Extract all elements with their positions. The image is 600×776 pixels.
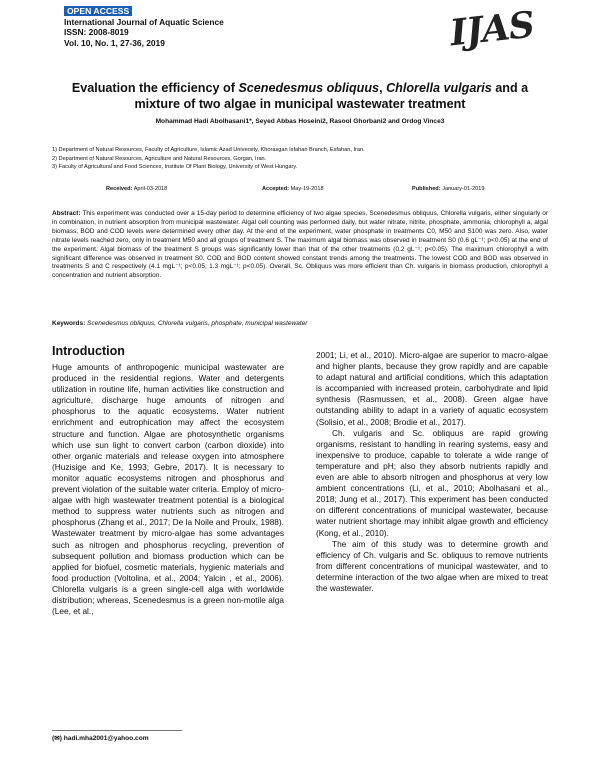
authors: Mohammad Hadi Abolhasani1*, Seyed Abbas Hoseini2, Rasool Ghorbani2 and Ordog Vince3 [155, 118, 445, 125]
keywords: Keywords: Scenedesmus obliquus, Chlorella vulgaris, phosphate, municipal wastewater [52, 320, 308, 327]
corresponding-email[interactable]: (✉) hadi.mha2001@yahoo.com [52, 735, 149, 742]
accepted-date: Accepted: May-19-2018 [262, 186, 324, 192]
column-left [52, 362, 284, 617]
affiliation: 2) Department of Natural Resources, Agriculture and Natural Resources, Gorgan, Iran. [52, 155, 267, 162]
journal-header [64, 6, 224, 48]
abstract: Abstract: This experiment was conducted over a 15-day period to determine efficiency of two algae species, Scenedesmus obliquus, Chlorella vulgaris, either singularly or in combination, in nutrient absorption from municipal wastewater. Algal cell counting was performed daily, but water nitrate, nitrite, phosphate, ammonia, chlorophyll a, algal biomass, BOD and COD levels were determined every other day. At the end of the experiment, water phosphate in treatments C0, M50 and S100 was zero. Also, water nitrate levels reached zero, only in treatment M50 and all groups of treatment S. The maximum algal biomass was observed in treatment S0 (0.6 gL⁻¹; p<0.05) at the end of the experiment. Algal biomass of the treatment S groups was significantly lower than that of the other treatments (0.2 gL⁻¹; p<0.05). The maximum chlorophyll a with significant difference was observed in treatment S0. COD and BOD content showed constant trends among the treatments. The lowest COD and BOD was observed in treatments S and C respectively (4.1 mgL⁻¹; p<0.05; 1.3 mgL⁻¹; p<0.05). Overall, Sc. Obliquus was more efficient than Ch. vulgaris in biomass production, chlorophyll a concentration and nutrient absorption. [52, 210, 548, 280]
column-right [316, 350, 548, 594]
journal-name: International Journal of Aquatic Science [64, 16, 224, 27]
footer [52, 730, 182, 742]
footer-rule [52, 730, 182, 731]
volume-info: Vol. 10, No. 1, 27-36, 2019 [64, 37, 165, 48]
paragraph: 2001; Li, et al., 2010). Micro-algae are superior to macro-algae and higher plants, because they grow rapidly and are capable to adapt natural and artificial conditions, which this adaptation is accompanied with increased protein, carbohydrate and lipid synthesis (Rasmussen, et al., 2008). Green algae have outstanding ability to adapt in a variety of aquatic ecosystem (Solisio, et al., 2008; Brodie et al., 2017). [316, 350, 548, 427]
affiliations [52, 146, 552, 172]
published-date: Published: January-01-2019 [412, 186, 485, 192]
journal-logo: IJAS [448, 3, 536, 55]
open-access-badge: OPEN ACCESS [64, 6, 132, 16]
paragraph: The aim of this study was to determine growth and efficiency of Ch. vulgaris and Sc. obliquus to remove nutrients from different concentrations of municipal wastewater, and to determine interaction of the two algae when are mixed to treat the wastewater. [316, 538, 548, 593]
affiliation: 1) Department of Natural Resources, Faculty of Agriculture, Islamic Azad University, Khorasgan Isfahan Branch, Esfahan, Iran. [52, 147, 365, 153]
affiliation: 3) Faculty of Agricultural and Food Sciences, Institute Of Plant Biology, University of West Hungary. [52, 164, 298, 171]
section-heading-introduction: Introduction [52, 344, 125, 358]
issn: ISSN: 2008-8019 [64, 27, 129, 38]
paragraph: Huge amounts of anthropogenic municipal wastewater are produced in the residential regions. Water and detergents utilization in routine life, human activities like construction and agriculture, discharge huge amounts of nitrogen and phosphorus to the aquatic ecosystems. Water nutrient enrichment and eutrophication may affect the ecosystem structure and function. Algae are photosynthetic organisms which use sun light to convert carbon (carbon dioxide) into other organic materials and release oxygen into atmosphere (Huzisige and Ke, 1993; Gebre, 2017). It is necessary to monitor aquatic ecosystems nitrogen and phosphorus and prevent violation of the suitable water criteria. Employ of micro-algae with high wastewater treatment potential is a biological method to suppress water nutrients such as nitrogen and phosphorus (Zhang et al., 2017; De la Noile and Proulx, 1988). Wastewater treatment by micro-algae has some advantages such as nitrogen and phosphorus recycling, prevention of subsequent pollution and biomass production which can be applied for biofuel, cosmetic materials, hygienic materials and food production (Voltolina, et al., 2004; Yalcin , et al., 2006). Chlorella vulgaris is a green single-cell alga with worldwide distribution; whereas, Scenedesmus is a green non-motile alga (Lee, et al., [52, 362, 284, 617]
received-date: Received: April-03-2018 [106, 186, 168, 192]
paper-title: Evaluation the efficiency of Scenedesmus obliquus, Chlorella vulgaris and a mixture of two algae in municipal wastewater treatment [71, 81, 529, 111]
paragraph: Ch. vulgaris and Sc. obliquus are rapid growing organisms, resistant to handling in rearing systems, easy and inexpensive to produce, capable to tolerate a wide range of temperature and pH; also they absorb nutrients rapidly and even are able to absorb nitrogen and phosphorus at very low ambient concentrations (Li, et al., 2010; Abolhasani et al., 2018; Jung et al., 2017). This experiment has been conducted on different concentrations of municipal wastewater, because water nutrient shortage may inhibit algae growth and efficiency (Kong, et al., 2010). [316, 427, 548, 538]
